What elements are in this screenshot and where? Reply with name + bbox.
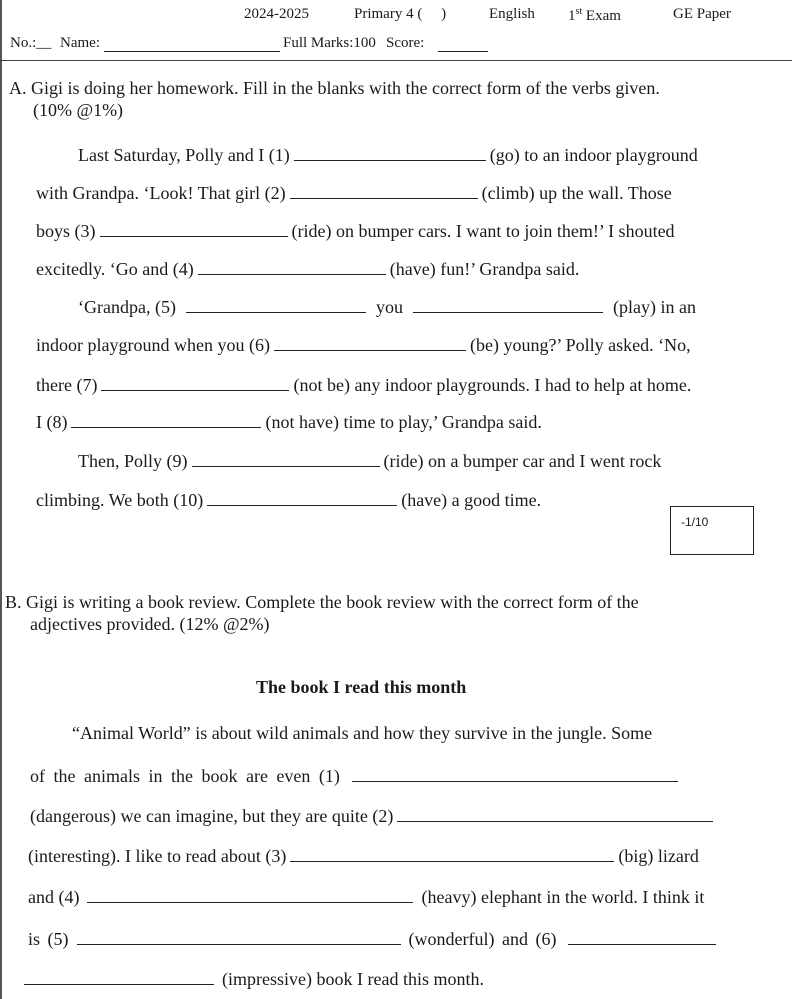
exam-title: 1st Exam <box>568 6 621 24</box>
section-a-line-4: excitedly. ‘Go and (4) (have) fun!’ Grandpa said. <box>36 259 580 279</box>
section-a-line-8: I (8) (not have) time to play,’ Grandpa said. <box>36 412 542 432</box>
section-b-heading: B. Gigi is writing a book review. Complete the book review with the correct form of the <box>5 592 639 612</box>
subject: English <box>489 6 535 22</box>
section-a-line-5: ‘Grandpa, (5) you (play) in an <box>78 297 696 317</box>
section-b-line-3: (dangerous) we can imagine, but they are quite (2) <box>30 805 717 827</box>
section-b-line-7: (impressive) book I read this month. <box>24 968 484 990</box>
section-a-line-7: there (7) (not be) any indoor playgrounds. I had to help at home. <box>36 375 692 395</box>
section-a-marks: (10% @1%) <box>33 100 124 120</box>
page-border <box>0 0 2 999</box>
blank-a9[interactable] <box>192 452 380 467</box>
section-a-line-10: climbing. We both (10) (have) a good time. <box>36 490 542 510</box>
header-divider <box>0 60 792 61</box>
blank-a2[interactable] <box>290 184 478 199</box>
blank-b6[interactable] <box>568 930 716 945</box>
section-b-line-6: is (5) (wonderful) and (6) <box>28 928 720 950</box>
review-title: The book I read this month <box>256 677 467 697</box>
section-b-marks: adjectives provided. (12% @2%) <box>30 614 270 634</box>
school-year: 2024-2025 <box>244 6 309 22</box>
section-a-score-box <box>670 506 754 555</box>
section-a-line-2: with Grandpa. ‘Look! That girl (2) (climb) up the wall. Those <box>36 183 672 203</box>
score-blank[interactable] <box>438 37 488 52</box>
paper-type: GE Paper <box>673 6 731 22</box>
blank-a10[interactable] <box>207 491 397 506</box>
score-label: Score: <box>386 35 425 51</box>
number-field: No.:__ <box>10 35 52 51</box>
section-b-line-2: of the animals in the book are even (1) <box>30 765 682 787</box>
blank-a5a[interactable] <box>186 298 366 313</box>
blank-b6-cont[interactable] <box>24 970 214 985</box>
blank-b3[interactable] <box>290 847 614 862</box>
section-a-line-6: indoor playground when you (6) (be) young?’ Polly asked. ‘No, <box>36 335 691 355</box>
section-b-line-4: (interesting). I like to read about (3) (big) lizard <box>28 846 699 866</box>
name-blank[interactable] <box>104 37 280 52</box>
class-field: Primary 4 ( ) <box>354 6 447 22</box>
blank-b1[interactable] <box>352 767 678 782</box>
section-a-heading: A. Gigi is doing her homework. Fill in the blanks with the correct form of the verbs given. <box>9 78 660 98</box>
name-label: Name: <box>60 35 100 51</box>
blank-a8[interactable] <box>71 413 261 428</box>
full-marks: Full Marks:100 <box>283 35 376 51</box>
blank-a1[interactable] <box>294 146 486 161</box>
blank-a7[interactable] <box>101 376 289 391</box>
section-b-line-5: and (4) (heavy) elephant in the world. I think it <box>28 887 705 907</box>
blank-a3[interactable] <box>100 222 288 237</box>
blank-a5b[interactable] <box>413 298 603 313</box>
section-a-line-3: boys (3) (ride) on bumper cars. I want to join them!’ I shouted <box>36 221 675 241</box>
blank-b5[interactable] <box>77 930 401 945</box>
section-a-line-9: Then, Polly (9) (ride) on a bumper car and I went rock <box>78 451 662 471</box>
blank-b4[interactable] <box>87 888 413 903</box>
section-b-line-1: “Animal World” is about wild animals and how they survive in the jungle. Some <box>72 723 653 743</box>
blank-b2[interactable] <box>397 807 713 822</box>
section-a-score: -1/10 <box>681 515 709 529</box>
blank-a6[interactable] <box>274 336 466 351</box>
blank-a4[interactable] <box>198 260 386 275</box>
section-a-line-1: Last Saturday, Polly and I (1) (go) to an indoor playground <box>78 145 698 165</box>
